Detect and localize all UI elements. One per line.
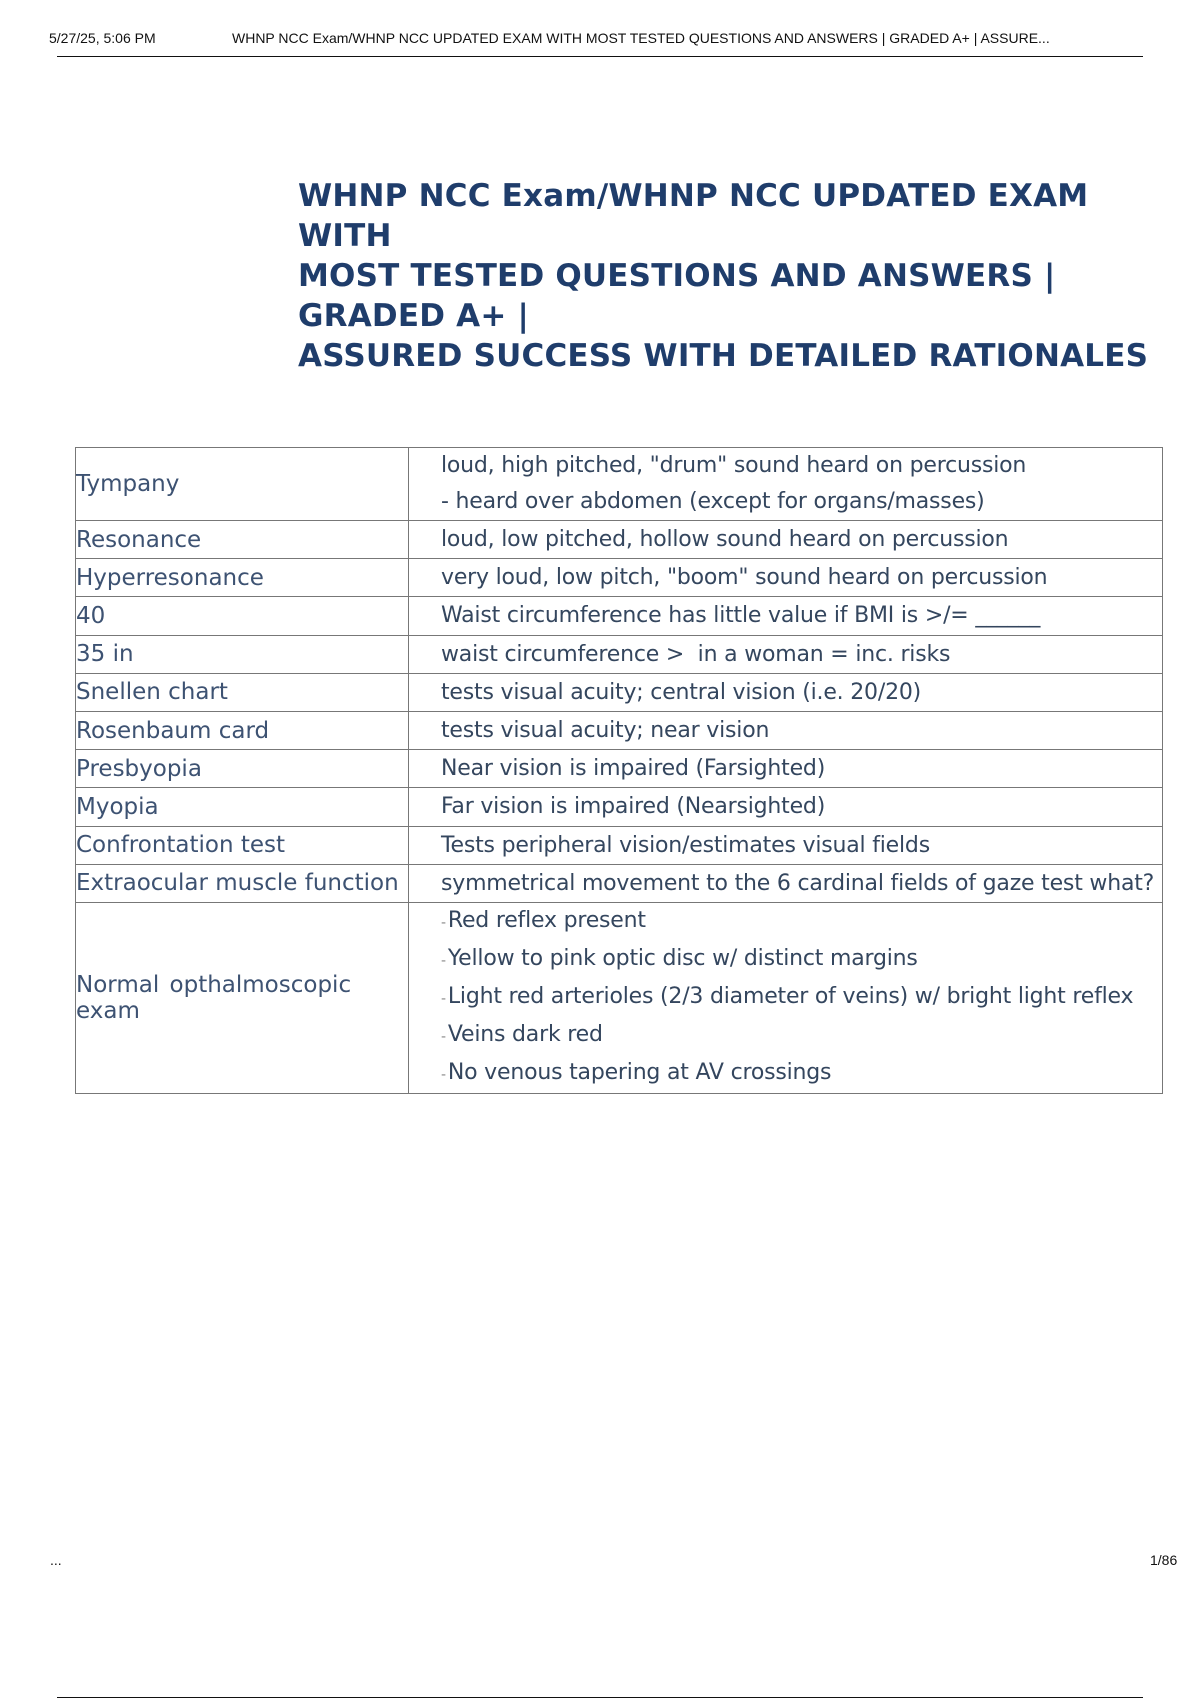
table-row [76,448,1163,521]
term-cell: Rosenbaum card [76,711,409,749]
bullet-marker: - [441,952,446,969]
term-cell: Presbyopia [76,750,409,788]
bullet-marker: - [441,990,446,1007]
definition-cell: waist circumference > in a woman = inc. risks [409,635,1163,673]
definition-cell: Near vision is impaired (Farsighted) [409,750,1163,788]
definition-cell: Far vision is impaired (Nearsighted) [409,788,1163,826]
bullet-item [441,1055,1156,1093]
bullet-marker: - [441,1028,446,1045]
table-row [76,559,1163,597]
table-row [76,864,1163,902]
definition-cell: tests visual acuity; central vision (i.e. 20/20) [409,673,1163,711]
bullet-text: Veins dark red [447,1021,603,1047]
table-row [76,788,1163,826]
definition-cell: Waist circumference has little value if BMI is >/= ______ [409,597,1163,635]
definition-cell: Tests peripheral vision/estimates visual fields [409,826,1163,864]
footer-ellipsis: ... [50,1552,62,1568]
header-divider [57,56,1143,57]
bullet-text: Light red arterioles (2/3 diameter of veins) w/ bright light reflex [447,983,1134,1009]
definition-cell [409,448,1163,521]
term-cell: Normal opthalmoscopic exam [76,902,409,1093]
term-cell: Tympany [76,448,409,521]
term-cell: 35 in [76,635,409,673]
definition-line: loud, high pitched, "drum" sound heard on percussion [441,453,1027,478]
definition-line: - heard over abdomen (except for organs/masses) [441,489,985,514]
term-cell: Confrontation test [76,826,409,864]
table-row [76,826,1163,864]
bullet-text: No venous tapering at AV crossings [447,1059,832,1085]
print-header [49,28,1175,50]
term-cell: Resonance [76,521,409,559]
page-title-line: MOST TESTED QUESTIONS AND ANSWERS | GRADED A+ | [298,258,1056,334]
page-title-line: ASSURED SUCCESS WITH DETAILED RATIONALES [298,338,1149,374]
page-number: 1/86 [1150,1552,1178,1568]
qa-table [75,447,1163,1094]
table-row [76,750,1163,788]
term-cell: 40 [76,597,409,635]
print-doc-title: WHNP NCC Exam/WHNP NCC UPDATED EXAM WITH MOST TESTED QUESTIONS AND ANSWERS | GRADED A+ | ASSURE... [232,30,1050,46]
term-cell: Snellen chart [76,673,409,711]
bullet-text: Yellow to pink optic disc w/ distinct margins [447,945,918,971]
footer-divider [57,1697,1143,1698]
bullet-text: Red reflex present [447,907,646,933]
definition-cell: very loud, low pitch, "boom" sound heard on percussion [409,559,1163,597]
page-title-line: WHNP NCC Exam/WHNP NCC UPDATED EXAM WITH [298,178,1089,254]
page-title [298,176,1178,376]
bullet-item [441,1017,1156,1055]
definition-cell: loud, low pitched, hollow sound heard on percussion [409,521,1163,559]
bullet-marker: - [441,914,446,931]
term-cell: Extraocular muscle function [76,864,409,902]
bullet-item [441,979,1156,1017]
definition-cell: symmetrical movement to the 6 cardinal fields of gaze test what? [409,864,1163,902]
term-cell: Hyperresonance [76,559,409,597]
table-row [76,635,1163,673]
definition-cell [409,902,1163,1093]
term-cell: Myopia [76,788,409,826]
bullet-item [441,941,1156,979]
print-date: 5/27/25, 5:06 PM [49,30,156,46]
table-row [76,711,1163,749]
table-row [76,597,1163,635]
definition-cell: tests visual acuity; near vision [409,711,1163,749]
bullet-marker: - [441,1066,446,1083]
bullet-item [441,903,1156,941]
table-row [76,902,1163,1093]
table-row [76,521,1163,559]
table-row [76,673,1163,711]
